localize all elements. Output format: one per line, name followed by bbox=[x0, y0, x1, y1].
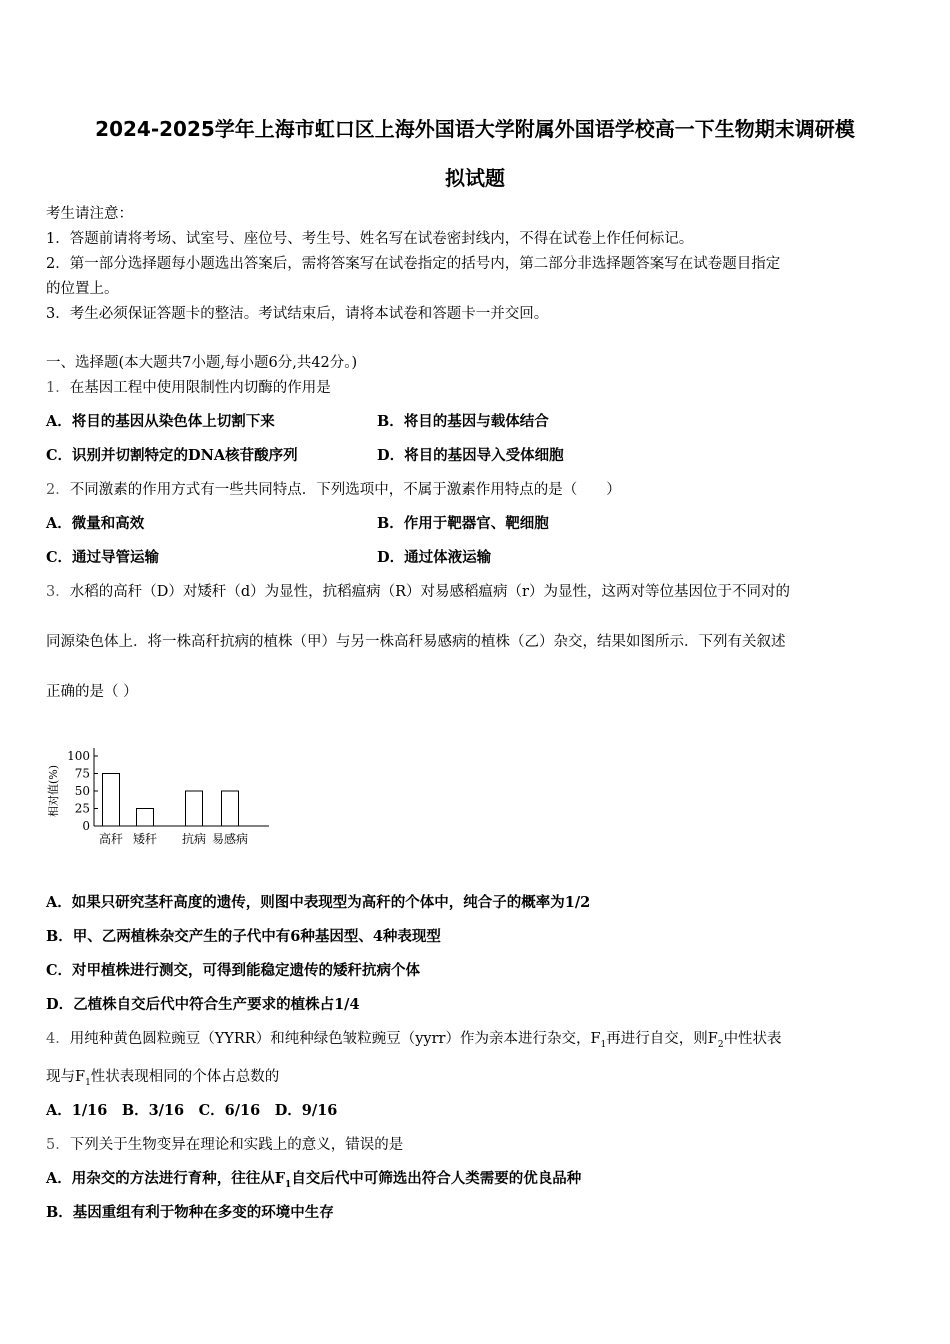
question-stem: 下列关于生物变异在理论和实践上的意义，错误的是 bbox=[69, 1137, 404, 1153]
x-tick-label: 易感病 bbox=[211, 832, 249, 846]
q4-stem-part: 再进行自交，则F bbox=[606, 1031, 718, 1047]
question-number: 2． bbox=[46, 482, 70, 498]
q3-option-c: C．对甲植株进行测交，可得到能稳定遗传的矮秆抗病个体 bbox=[46, 962, 421, 979]
q1-option-b: B．将目的基因与载体结合 bbox=[377, 413, 549, 430]
bar-高秆 bbox=[103, 774, 120, 827]
y-tick-label: 75 bbox=[74, 766, 90, 781]
x-tick-label: 抗病 bbox=[181, 832, 207, 846]
q3-option-b: B．甲、乙两植株杂交产生的子代中有6种基因型、4种表现型 bbox=[46, 928, 441, 945]
q1-option-a: A．将目的基因从染色体上切割下来 bbox=[46, 413, 275, 430]
question-number: 1． bbox=[46, 380, 70, 396]
q3-stem-line-3: 正确的是（ ） bbox=[46, 684, 138, 700]
question-1 bbox=[46, 376, 331, 397]
q4-stem-part: 性状表现相同的个体占总数的 bbox=[90, 1069, 280, 1085]
q5-option-b: B．基因重组有利于物种在多变的环境中生存 bbox=[46, 1204, 334, 1221]
notice-item-3: 3．考生必须保证答题卡的整洁。考试结束后，请将本试卷和答题卡一并交回。 bbox=[46, 306, 549, 322]
q2-option-d: D．通过体液运输 bbox=[377, 549, 492, 566]
bar-易感病 bbox=[222, 791, 239, 826]
q2-option-c: C．通过导管运输 bbox=[46, 549, 160, 566]
q5-option-part: A．用杂交的方法进行育种，往往从F bbox=[46, 1170, 286, 1187]
question-stem: 不同激素的作用方式有一些共同特点．下列选项中，不属于激素作用特点的是（ ） bbox=[69, 482, 621, 498]
q4-stem-part: 中性状表 bbox=[723, 1031, 782, 1047]
bar-抗病 bbox=[186, 791, 203, 826]
notice-item-2: 2．第一部分选择题每小题选出答案后，需将答案写在试卷指定的括号内，第二部分非选择题答案写在试卷题目指定 bbox=[46, 256, 781, 272]
question-stem: 在基因工程中使用限制性内切酶的作用是 bbox=[69, 380, 331, 396]
section-heading: 一、选择题(本大题共7小题,每小题6分,共42分。) bbox=[46, 355, 358, 371]
q4-stem-line-2 bbox=[46, 1065, 279, 1088]
bar-chart bbox=[44, 740, 274, 855]
q4-options: A．1/16 B．3/16 C．6/16 D．9/16 bbox=[46, 1102, 338, 1119]
q3-option-a: A．如果只研究茎秆高度的遗传，则图中表现型为高秆的个体中，纯合子的概率为1/2 bbox=[46, 894, 591, 911]
y-tick-label: 50 bbox=[74, 784, 90, 798]
q2-option-a: A．微量和高效 bbox=[46, 515, 145, 532]
title-line-1: 2024-2025学年上海市虹口区上海外国语大学附属外国语学校高一下生物期末调研模 bbox=[95, 117, 855, 141]
y-tick-label: 25 bbox=[74, 801, 90, 816]
q5-option-a bbox=[46, 1167, 581, 1190]
bar-矮秆 bbox=[137, 809, 154, 827]
question-3 bbox=[46, 580, 790, 601]
q3-stem-line-2: 同源染色体上．将一株高秆抗病的植株（甲）与另一株高秆易感病的植株（乙）杂交，结果如图所示．下列有关叙述 bbox=[46, 634, 786, 650]
title-line-2: 拟试题 bbox=[445, 166, 505, 190]
y-axis-label: 相对值(%) bbox=[47, 764, 60, 818]
question-5 bbox=[46, 1133, 403, 1154]
x-tick-label: 高秆 bbox=[98, 832, 124, 846]
notice-item-1: 1．答题前请将考场、试室号、座位号、考生号、姓名写在试卷密封线内，不得在试卷上作任何标记。 bbox=[46, 231, 694, 247]
q1-option-d: D．将目的基因导入受体细胞 bbox=[377, 447, 564, 464]
question-number: 4． bbox=[46, 1031, 70, 1047]
q5-option-part: 自交后代中可筛选出符合人类需要的优良品种 bbox=[291, 1170, 582, 1187]
x-tick-label: 矮秆 bbox=[132, 832, 158, 846]
question-number: 5． bbox=[46, 1137, 70, 1153]
q1-option-c: C．识别并切割特定的DNA核苷酸序列 bbox=[46, 447, 298, 464]
q4-stem-part: 用纯种黄色圆粒豌豆（YYRR）和纯种绿色皱粒豌豆（yyrr）作为亲本进行杂交，F bbox=[69, 1031, 601, 1047]
subscript: 1 bbox=[600, 1039, 607, 1050]
q4-stem-part: 现与F bbox=[46, 1069, 86, 1085]
subscript: 2 bbox=[717, 1039, 724, 1050]
notice-heading: 考生请注意： bbox=[46, 206, 133, 222]
q3-option-d: D．乙植株自交后代中符合生产要求的植株占1/4 bbox=[46, 996, 360, 1013]
subscript: 1 bbox=[285, 1179, 292, 1190]
y-tick-label: 100 bbox=[67, 749, 90, 763]
question-4 bbox=[46, 1027, 782, 1050]
subscript: 1 bbox=[85, 1077, 91, 1088]
question-stem: 水稻的高秆（D）对矮秆（d）为显性，抗稻瘟病（R）对易感稻瘟病（r）为显性，这两对等位基因位于不同对的 bbox=[69, 584, 790, 600]
question-number: 3． bbox=[46, 584, 70, 600]
y-tick-label: 0 bbox=[82, 819, 90, 833]
notice-item-2-cont: 的位置上。 bbox=[46, 281, 119, 297]
question-2 bbox=[46, 478, 621, 499]
q2-option-b: B．作用于靶器官、靶细胞 bbox=[377, 515, 549, 532]
